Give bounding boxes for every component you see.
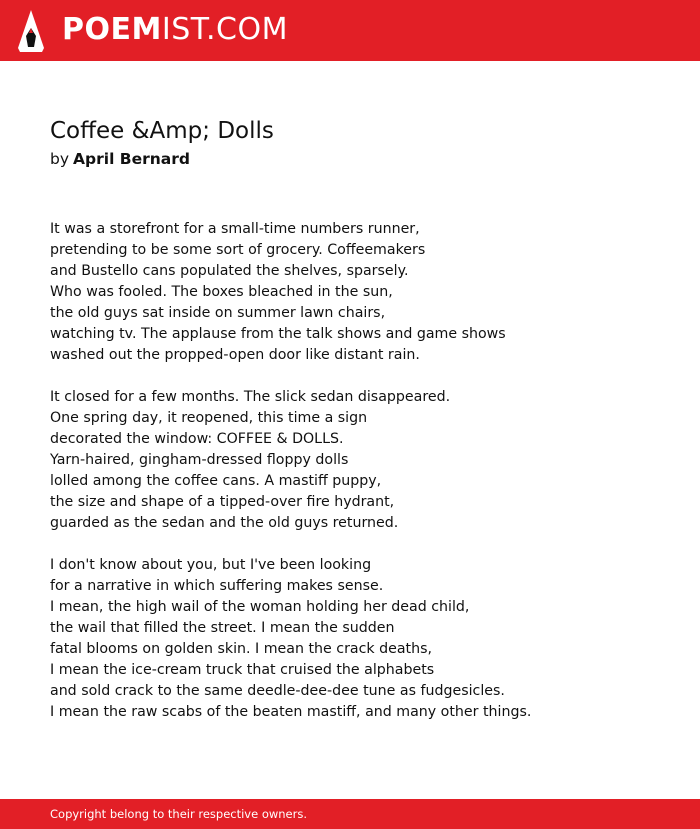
stanza — [50, 219, 670, 366]
poem-line: I don't know about you, but I've been looking — [50, 557, 372, 573]
poem-line: decorated the window: COFFEE & DOLLS. — [50, 431, 344, 447]
poem-line: It closed for a few months. The slick sedan disappeared. — [50, 389, 451, 405]
poem-line: fatal blooms on golden skin. I mean the crack deaths, — [50, 641, 433, 657]
poem-line: I mean the raw scabs of the beaten mastiff, and many other things. — [50, 704, 532, 720]
poem-line: It was a storefront for a small-time numbers runner, — [50, 221, 420, 237]
poem-line: and sold crack to the same deedle-dee-dee tune as fudgesicles. — [50, 683, 505, 699]
poem-line: washed out the propped-open door like distant rain. — [50, 347, 420, 363]
logo-light-text: IST.COM — [161, 12, 288, 47]
site-header — [0, 0, 700, 61]
poem-line: for a narrative in which suffering makes sense. — [50, 578, 384, 594]
poem-line: the size and shape of a tipped-over fire hydrant, — [50, 494, 395, 510]
poem-body — [50, 219, 670, 744]
byline — [50, 149, 190, 169]
site-logo[interactable] — [62, 11, 288, 49]
poem-line: I mean the ice-cream truck that cruised the alphabets — [50, 662, 435, 678]
poem-line: watching tv. The applause from the talk shows and game shows — [50, 326, 506, 342]
site-footer — [0, 799, 700, 829]
poem-line: One spring day, it reopened, this time a sign — [50, 410, 368, 426]
poem-line: lolled among the coffee cans. A mastiff puppy, — [50, 473, 382, 489]
copyright-text: Copyright belong to their respective owners. — [50, 807, 308, 821]
poem-line: Who was fooled. The boxes bleached in the sun, — [50, 284, 393, 300]
logo-bold-text: POEM — [62, 12, 162, 47]
poem-title: Coffee &Amp; Dolls — [50, 118, 274, 144]
stanza — [50, 387, 670, 534]
poem-line: I mean, the high wail of the woman holding her dead child, — [50, 599, 470, 615]
by-label: by — [50, 150, 70, 168]
poem-line: and Bustello cans populated the shelves, sparsely. — [50, 263, 409, 279]
poem-line: pretending to be some sort of grocery. Coffeemakers — [50, 242, 426, 258]
poem-line: guarded as the sedan and the old guys returned. — [50, 515, 399, 531]
poem-line: the old guys sat inside on summer lawn chairs, — [50, 305, 386, 321]
pencil-logo-icon — [18, 10, 44, 52]
stanza — [50, 555, 670, 723]
poem-line: Yarn-haired, gingham-dressed floppy dolls — [50, 452, 349, 468]
author-name: April Bernard — [73, 150, 190, 168]
poem-line: the wail that filled the street. I mean the sudden — [50, 620, 395, 636]
